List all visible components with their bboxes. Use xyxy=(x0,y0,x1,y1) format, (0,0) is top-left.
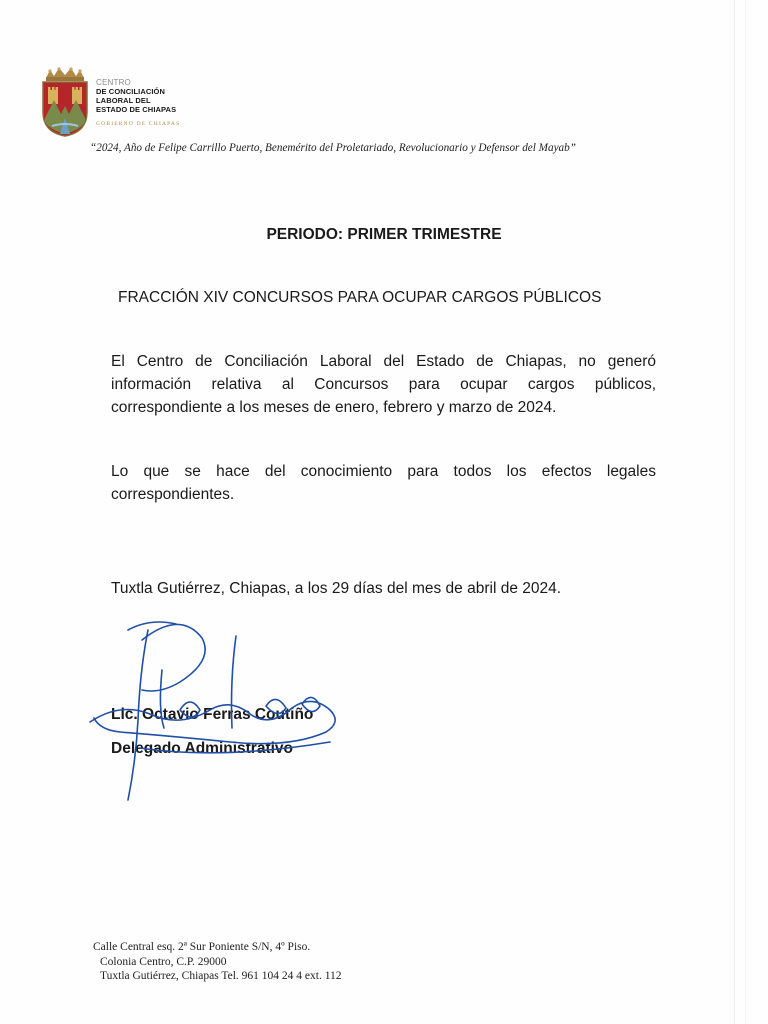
period-heading: PERIODO: PRIMER TRIMESTRE xyxy=(266,226,502,243)
organization-name xyxy=(96,78,180,129)
page-edge-line xyxy=(745,0,746,1024)
paragraph-line: correspondiente a los meses de enero, febrero y marzo de 2024. xyxy=(111,399,557,416)
org-line: CENTRO xyxy=(96,78,131,87)
page-edge-line xyxy=(734,0,735,1024)
address-line: Tuxtla Gutiérrez, Chiapas Tel. 961 104 24 4 ext. 112 xyxy=(100,970,342,982)
statement-paragraph xyxy=(111,350,656,419)
notice-paragraph xyxy=(111,460,656,506)
org-line: DE CONCILIACIÓN xyxy=(96,87,165,96)
paragraph-line: Lo que se hace del conocimiento para todos los efectos legales xyxy=(111,463,656,480)
address-line: Colonia Centro, C.P. 29000 xyxy=(100,955,227,968)
chiapas-coat-of-arms-logo xyxy=(40,64,90,138)
paragraph-line: información relativa al Concursos para ocupar cargos públicos, xyxy=(111,376,656,393)
signer-role: Delegado Administrativo xyxy=(111,740,294,757)
org-line: LABORAL DEL xyxy=(96,96,151,105)
signer-name: Lic. Octavio Ferras Coutiño xyxy=(111,706,314,723)
paragraph-line: correspondientes. xyxy=(111,486,235,503)
handwritten-signature xyxy=(80,610,370,810)
address-line: Calle Central esq. 2ª Sur Poniente S/N, 4º Piso. xyxy=(93,941,311,953)
fraction-title: FRACCIÓN XIV CONCURSOS PARA OCUPAR CARGOS PÚBLICOS xyxy=(118,289,602,306)
paragraph-line: El Centro de Conciliación Laboral del Estado de Chiapas, no generó xyxy=(111,353,656,370)
place-and-date: Tuxtla Gutiérrez, Chiapas, a los 29 días del mes de abril de 2024. xyxy=(111,580,562,597)
government-label: GOBIERNO DE CHIAPAS xyxy=(96,121,181,127)
footer-address xyxy=(93,940,342,984)
year-motto: “2024, Año de Felipe Carrillo Puerto, Benemérito del Proletariado, Revolucionario y Defensor del Mayab” xyxy=(90,142,576,154)
org-line: ESTADO DE CHIAPAS xyxy=(96,105,177,114)
